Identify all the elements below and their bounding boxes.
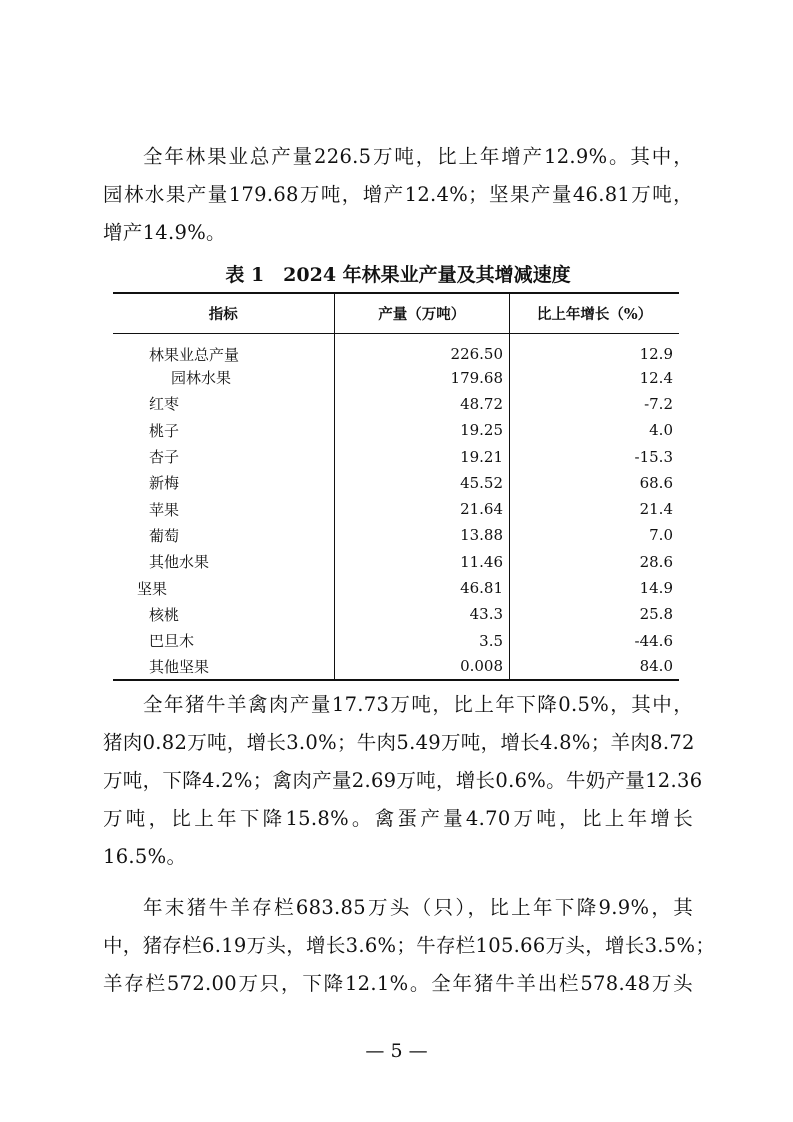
cell-output: 226.50 [334,333,509,365]
cell-indicator: 核桃 [149,605,180,624]
cell-output: 19.25 [334,417,509,443]
cell-indicator: 林果业总产量 [149,345,240,364]
paragraph-line: 16.5%。 [103,845,187,868]
paragraph-line: 中，猪存栏6.19万头，增长3.6%；牛存栏105.66万头，增长3.5%； [103,934,716,957]
cell-growth: 7.0 [510,522,679,548]
paragraph-line: 万吨，下降4.2%；禽肉产量2.69万吨，增长0.6%。牛奶产量12.36 [103,769,703,792]
cell-growth: 84.0 [510,654,679,680]
table-row [113,496,679,522]
cell-indicator: 其他水果 [149,553,210,572]
cell-growth: 12.9 [510,333,679,365]
cell-output: 19.21 [334,443,509,469]
paragraph-line: 羊存栏572.00万只，下降12.1%。全年猪牛羊出栏578.48万头 [103,972,693,995]
table-row [113,522,679,548]
cell-indicator: 其他坚果 [113,654,334,680]
cell-growth: 28.6 [510,549,679,575]
cell-indicator: 苹果 [149,500,180,519]
cell-growth: -7.2 [510,391,679,417]
table-row [113,365,679,391]
cell-growth: 12.4 [510,365,679,391]
cell-indicator: 杏子 [149,448,180,467]
paragraph-livestock [103,889,716,1003]
table-row [113,417,679,443]
paragraph-line: 全年猪牛羊禽肉产量17.73万吨，比上年下降0.5%，其中， [143,693,693,716]
cell-growth: 14.9 [510,575,679,601]
cell-output: 48.72 [334,391,509,417]
table-row [113,391,679,417]
table-row [113,470,679,496]
table-caption: 表 1 2024 年林果业产量及其增减速度 [225,264,571,286]
header-output: 产量（万吨） [334,293,509,333]
cell-indicator: 葡萄 [149,526,180,545]
cell-output: 179.68 [334,365,509,391]
cell-output: 45.52 [334,470,509,496]
forestry-fruit-table [113,292,679,681]
cell-output: 43.3 [334,601,509,627]
table-row [113,549,679,575]
cell-output: 3.5 [334,627,509,653]
paragraph-meat-milk-eggs [103,686,703,876]
table-header-row [113,293,679,333]
paragraph-line: 年末猪牛羊存栏683.85万头（只），比上年下降9.9%，其 [143,896,693,919]
cell-indicator: 巴旦木 [149,632,195,651]
paragraph-forestry-fruit [103,138,693,252]
cell-output: 11.46 [334,549,509,575]
table-row [113,333,679,365]
paragraph-line: 增产14.9%。 [103,221,226,244]
cell-growth: -44.6 [510,627,679,653]
cell-growth: 4.0 [510,417,679,443]
cell-output: 0.008 [334,654,509,680]
paragraph-line: 猪肉0.82万吨，增长3.0%；牛肉5.49万吨，增长4.8%；羊肉8.72 [103,731,695,754]
table-row [113,654,679,680]
cell-output: 13.88 [334,522,509,548]
cell-output: 46.81 [334,575,509,601]
header-indicator: 指标 [113,293,334,333]
table-row [113,575,679,601]
table-row [113,443,679,469]
paragraph-line: 园林水果产量179.68万吨，增产12.4%；坚果产量46.81万吨， [103,183,693,206]
cell-growth: 68.6 [510,470,679,496]
cell-indicator: 坚果 [137,579,168,598]
cell-growth: 21.4 [510,496,679,522]
cell-indicator: 红枣 [149,395,180,414]
cell-growth: -15.3 [510,443,679,469]
cell-indicator: 桃子 [149,421,180,440]
cell-indicator: 新梅 [149,474,180,493]
paragraph-line: 全年林果业总产量226.5万吨，比上年增产12.9%。其中， [143,145,693,168]
paragraph-line: 万吨，比上年下降15.8%。禽蛋产量4.70万吨，比上年增长 [103,807,693,830]
cell-growth: 25.8 [510,601,679,627]
cell-indicator: 园林水果 [171,369,232,388]
page-number: — 5 — [365,1040,428,1062]
header-growth: 比上年增长（%） [510,293,679,333]
cell-output: 21.64 [334,496,509,522]
table-row [113,601,679,627]
table-row [113,627,679,653]
